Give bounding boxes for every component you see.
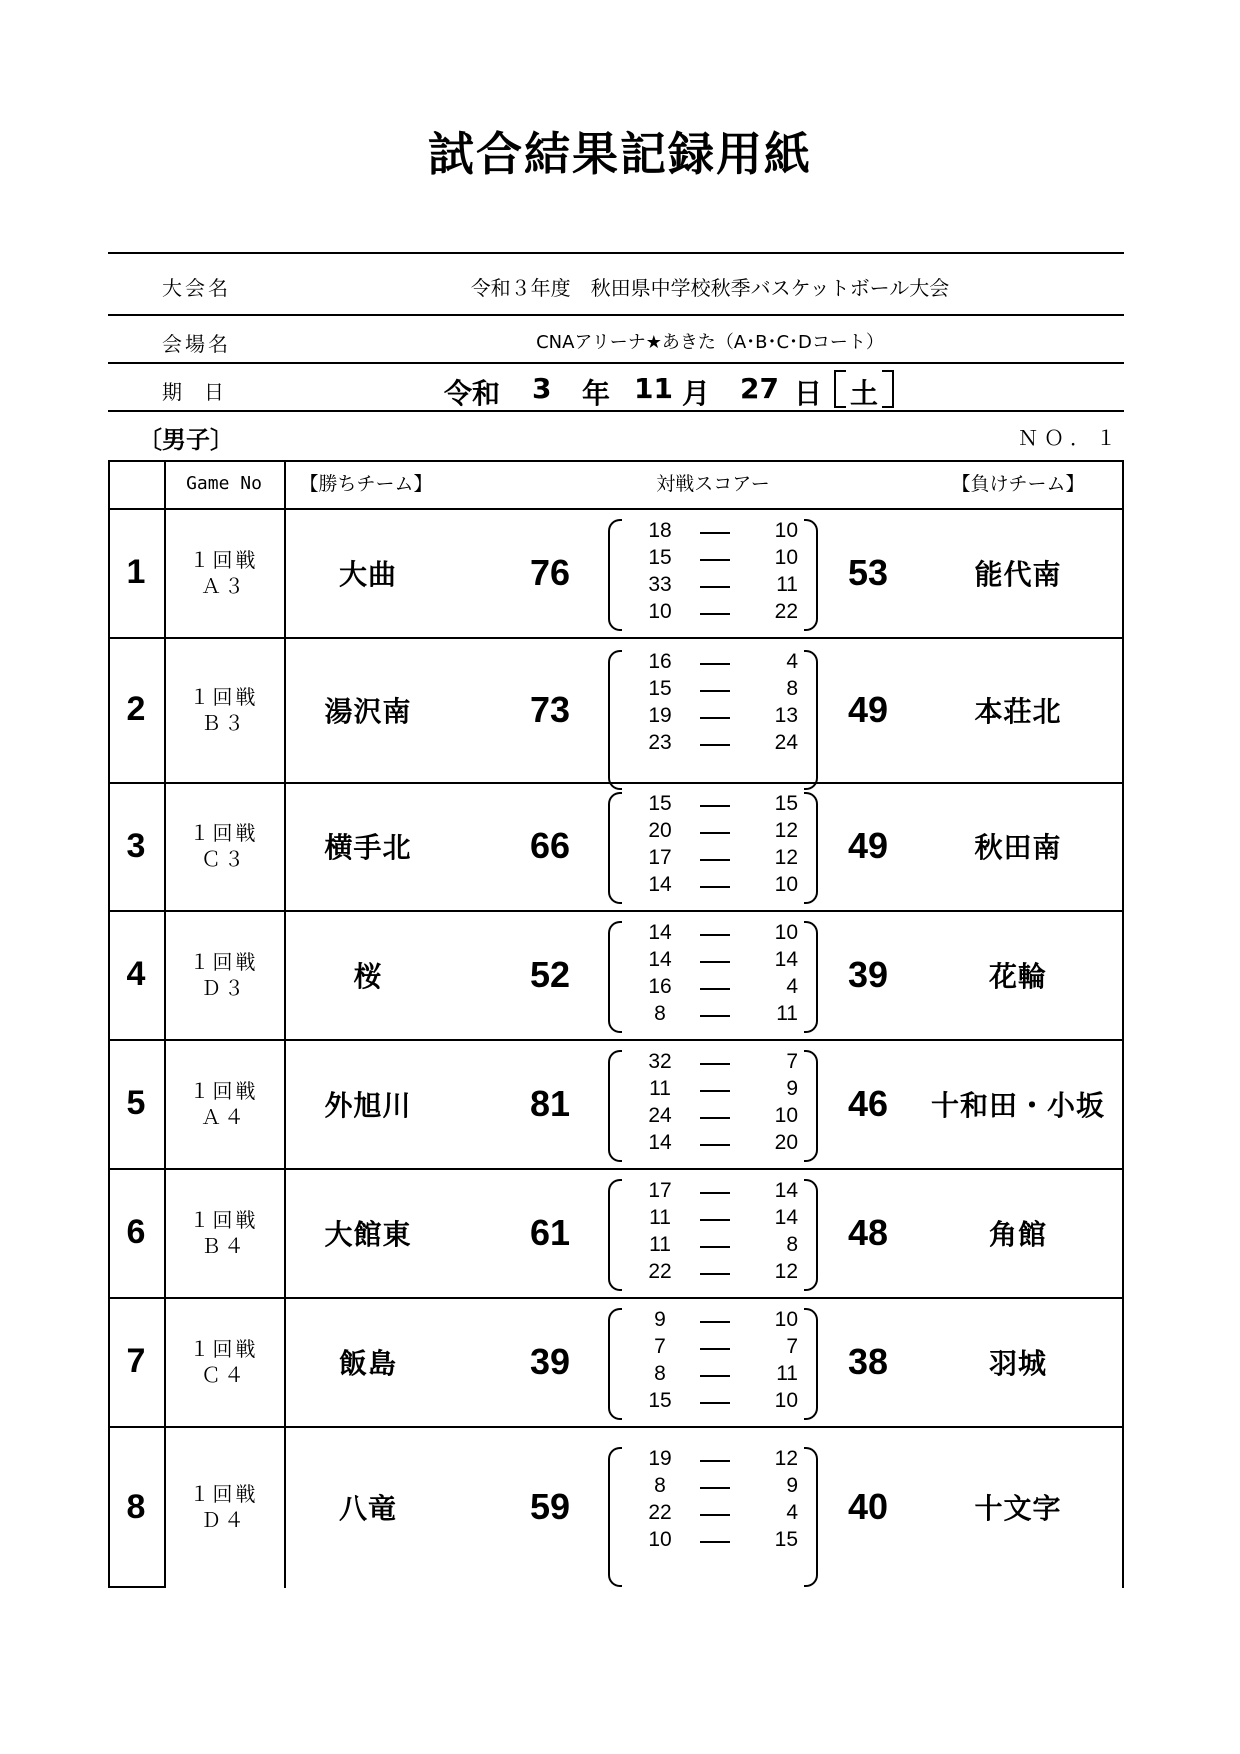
rule-line xyxy=(108,252,1124,254)
quarter-loser-points: 12 xyxy=(774,1447,798,1470)
game-round: １回戦 xyxy=(189,949,259,974)
quarter-line xyxy=(608,1077,818,1104)
quarter-line xyxy=(608,1474,818,1501)
quarter-line xyxy=(608,873,818,900)
quarter-winner-points: 23 xyxy=(648,731,672,754)
game-row xyxy=(108,1426,1124,1588)
quarter-line xyxy=(608,677,818,704)
quarter-winner-points: 14 xyxy=(648,948,672,971)
dash-separator xyxy=(700,988,730,990)
venue-label: 会場名 xyxy=(162,332,231,356)
quarter-line xyxy=(608,819,818,846)
quarter-loser-points: 4 xyxy=(786,975,798,998)
date-day-unit: 日 xyxy=(794,377,823,410)
dash-separator xyxy=(700,1117,730,1119)
quarter-line xyxy=(608,948,818,975)
quarter-line xyxy=(608,846,818,873)
dash-separator xyxy=(700,532,730,534)
quarter-winner-points: 14 xyxy=(648,921,672,944)
quarter-line xyxy=(608,1206,818,1233)
dash-separator xyxy=(700,613,730,615)
loser-team: 十和田・小坂 xyxy=(930,1088,1105,1122)
quarter-winner-points: 10 xyxy=(648,1528,672,1551)
quarter-winner-points: 19 xyxy=(648,704,672,727)
quarter-winner-points: 22 xyxy=(648,1501,672,1524)
game-row xyxy=(108,910,1124,1039)
quarter-line xyxy=(608,1260,818,1287)
quarter-winner-points: 9 xyxy=(654,1308,666,1331)
quarter-scores xyxy=(608,1179,818,1287)
dash-separator xyxy=(700,1273,730,1275)
quarter-line xyxy=(608,1104,818,1131)
quarter-loser-points: 9 xyxy=(786,1077,798,1100)
loser-team: 能代南 xyxy=(974,557,1062,591)
winner-score: 81 xyxy=(529,1082,571,1124)
quarter-winner-points: 32 xyxy=(648,1050,672,1073)
game-round: １回戦 xyxy=(189,684,259,709)
game-round: １回戦 xyxy=(189,1482,259,1506)
quarter-scores xyxy=(608,1050,818,1158)
game-number xyxy=(164,782,284,910)
quarter-scores xyxy=(608,792,818,900)
bracket-left xyxy=(834,370,846,408)
quarter-line xyxy=(608,1528,818,1555)
game-court: Ｂ３ xyxy=(201,710,247,735)
tournament-label: 大会名 xyxy=(162,276,231,300)
game-number xyxy=(164,637,284,782)
game-court: Ｄ４ xyxy=(201,1508,247,1532)
game-row xyxy=(108,1168,1124,1297)
winner-score: 73 xyxy=(529,688,571,730)
winner-team: 湯沢南 xyxy=(324,694,412,728)
row-number: 4 xyxy=(126,955,146,993)
game-court: Ａ３ xyxy=(201,573,247,598)
quarter-loser-points: 8 xyxy=(786,677,798,700)
quarter-scores xyxy=(608,1447,818,1583)
header-winner: 【勝ちチーム】 xyxy=(299,473,433,495)
date-day: 27 xyxy=(740,372,779,405)
winner-team: 桜 xyxy=(353,959,383,993)
winner-team: 八竜 xyxy=(338,1492,397,1525)
quarter-loser-points: 10 xyxy=(774,546,798,569)
row-number: 2 xyxy=(126,690,146,728)
quarter-line xyxy=(608,1131,818,1158)
quarter-line xyxy=(608,1233,818,1260)
tournament-name: 令和３年度 秋田県中学校秋季バスケットボール大会 xyxy=(470,276,950,300)
dash-separator xyxy=(700,886,730,888)
quarter-line xyxy=(608,792,818,819)
game-number xyxy=(164,1168,284,1297)
row-number: 1 xyxy=(126,553,146,591)
quarter-loser-points: 22 xyxy=(774,600,798,623)
loser-team: 角館 xyxy=(988,1217,1047,1251)
quarter-loser-points: 10 xyxy=(774,1104,798,1127)
table-top-border xyxy=(108,460,1124,462)
quarter-winner-points: 14 xyxy=(648,873,672,896)
winner-score: 61 xyxy=(529,1211,571,1253)
quarter-loser-points: 7 xyxy=(786,1335,798,1358)
dash-separator xyxy=(700,1090,730,1092)
dash-separator xyxy=(700,1246,730,1248)
quarter-winner-points: 22 xyxy=(648,1260,672,1283)
loser-score: 39 xyxy=(847,953,889,995)
quarter-loser-points: 12 xyxy=(774,846,798,869)
quarter-scores xyxy=(608,921,818,1029)
quarter-loser-points: 20 xyxy=(774,1131,798,1154)
loser-team: 花輪 xyxy=(988,959,1047,993)
date-year: 3 xyxy=(532,372,552,405)
quarter-winner-points: 7 xyxy=(654,1335,666,1358)
loser-score: 40 xyxy=(847,1486,889,1527)
quarter-winner-points: 8 xyxy=(654,1362,666,1385)
quarter-line xyxy=(608,731,818,758)
loser-team: 羽城 xyxy=(988,1346,1047,1380)
loser-team: 秋田南 xyxy=(974,831,1062,864)
dash-separator xyxy=(700,1144,730,1146)
loser-score: 48 xyxy=(847,1211,889,1253)
winner-score: 66 xyxy=(529,825,571,866)
quarter-scores xyxy=(608,519,818,627)
quarter-line xyxy=(608,650,818,677)
dash-separator xyxy=(700,805,730,807)
dash-separator xyxy=(700,1541,730,1543)
date-era: 令和 xyxy=(444,377,501,410)
game-round: １回戦 xyxy=(189,1207,259,1232)
quarter-line xyxy=(608,1050,818,1077)
dash-separator xyxy=(700,1063,730,1065)
quarter-winner-points: 10 xyxy=(648,600,672,623)
quarter-loser-points: 12 xyxy=(774,819,798,842)
game-court: Ａ４ xyxy=(201,1104,247,1129)
quarter-loser-points: 13 xyxy=(774,704,798,727)
dash-separator xyxy=(700,1402,730,1404)
quarter-winner-points: 11 xyxy=(649,1077,671,1100)
quarter-line xyxy=(608,975,818,1002)
dash-separator xyxy=(700,690,730,692)
quarter-winner-points: 17 xyxy=(648,1179,672,1202)
quarter-line xyxy=(608,1447,818,1474)
quarter-loser-points: 10 xyxy=(774,519,798,542)
quarter-line xyxy=(608,1362,818,1389)
game-round: １回戦 xyxy=(189,1078,259,1103)
quarter-line xyxy=(608,1179,818,1206)
quarter-winner-points: 17 xyxy=(648,846,672,869)
loser-score: 53 xyxy=(847,551,889,593)
quarter-line xyxy=(608,1335,818,1362)
quarter-loser-points: 4 xyxy=(786,650,798,673)
game-number xyxy=(164,1039,284,1168)
quarter-line xyxy=(608,704,818,731)
dash-separator xyxy=(700,1487,730,1489)
quarter-winner-points: 8 xyxy=(654,1002,666,1025)
game-number xyxy=(164,1426,284,1588)
winner-team: 飯島 xyxy=(338,1346,397,1380)
quarter-loser-points: 10 xyxy=(774,1308,798,1331)
game-number xyxy=(164,1297,284,1426)
quarter-loser-points: 7 xyxy=(786,1050,798,1073)
dash-separator xyxy=(700,961,730,963)
winner-team: 大曲 xyxy=(338,557,397,591)
quarter-line xyxy=(608,600,818,627)
row-number: 7 xyxy=(126,1342,146,1380)
dash-separator xyxy=(700,1514,730,1516)
header-scores: 対戦スコアー xyxy=(656,473,770,495)
quarter-winner-points: 19 xyxy=(648,1447,672,1470)
rule-line xyxy=(108,410,1124,412)
game-row xyxy=(108,508,1124,637)
quarter-scores xyxy=(608,1308,818,1416)
game-round: １回戦 xyxy=(189,1336,259,1361)
quarter-winner-points: 14 xyxy=(648,1131,672,1154)
quarter-winner-points: 11 xyxy=(649,1233,671,1256)
quarter-winner-points: 20 xyxy=(648,819,672,842)
quarter-loser-points: 15 xyxy=(774,1528,798,1551)
quarter-loser-points: 9 xyxy=(786,1474,798,1497)
game-row xyxy=(108,637,1124,782)
dash-separator xyxy=(700,586,730,588)
quarter-loser-points: 10 xyxy=(774,921,798,944)
game-row xyxy=(108,1039,1124,1168)
quarter-loser-points: 11 xyxy=(776,573,798,596)
game-number xyxy=(164,910,284,1039)
winner-team: 外旭川 xyxy=(324,1088,412,1122)
date-weekday: 土 xyxy=(850,377,879,410)
quarter-loser-points: 14 xyxy=(774,1179,798,1202)
date-value xyxy=(300,366,1120,412)
dash-separator xyxy=(700,1219,730,1221)
row-number: 5 xyxy=(126,1084,146,1122)
dash-separator xyxy=(700,1375,730,1377)
date-month-unit: 月 xyxy=(682,377,711,410)
quarter-winner-points: 11 xyxy=(649,1206,671,1229)
quarter-line xyxy=(608,1501,818,1528)
game-row xyxy=(108,1297,1124,1426)
quarter-loser-points: 4 xyxy=(786,1501,798,1524)
row-number: 6 xyxy=(126,1213,146,1251)
quarter-winner-points: 33 xyxy=(648,573,672,596)
loser-score: 46 xyxy=(847,1082,889,1124)
quarter-winner-points: 8 xyxy=(654,1474,666,1497)
quarter-loser-points: 14 xyxy=(774,1206,798,1229)
page-number: ＮＯ．１ xyxy=(1018,426,1122,450)
venue-name: CNAアリーナ★あきた（A･B･C･Dコート） xyxy=(536,332,884,353)
quarter-line xyxy=(608,1308,818,1335)
dash-separator xyxy=(700,717,730,719)
dash-separator xyxy=(700,1460,730,1462)
loser-team: 十文字 xyxy=(974,1492,1062,1525)
dash-separator xyxy=(700,832,730,834)
quarter-winner-points: 16 xyxy=(648,650,672,673)
quarter-loser-points: 8 xyxy=(786,1233,798,1256)
date-month: 11 xyxy=(634,372,673,405)
quarter-winner-points: 15 xyxy=(648,546,672,569)
results-table xyxy=(108,460,1124,1588)
quarter-winner-points: 15 xyxy=(648,792,672,815)
document-title: 試合結果記録用紙 xyxy=(428,127,812,181)
dash-separator xyxy=(700,1015,730,1017)
quarter-loser-points: 12 xyxy=(774,1260,798,1283)
dash-separator xyxy=(700,744,730,746)
game-number xyxy=(164,508,284,637)
header-game-no: Game No xyxy=(186,473,262,494)
quarter-winner-points: 16 xyxy=(648,975,672,998)
game-court: Ｂ４ xyxy=(201,1233,247,1258)
loser-score: 49 xyxy=(847,688,889,730)
winner-score: 76 xyxy=(529,551,571,593)
row-number: 8 xyxy=(126,1487,146,1526)
game-round: １回戦 xyxy=(189,547,259,572)
game-row xyxy=(108,782,1124,910)
quarter-line xyxy=(608,1002,818,1029)
quarter-line xyxy=(608,546,818,573)
section-label: 〔男子〕 xyxy=(138,426,234,454)
winner-score: 59 xyxy=(529,1486,571,1527)
dash-separator xyxy=(700,663,730,665)
header-loser: 【負けチーム】 xyxy=(951,473,1085,495)
winner-team: 大館東 xyxy=(324,1217,412,1251)
rule-line xyxy=(108,314,1124,316)
loser-score: 49 xyxy=(847,825,889,866)
loser-team: 本荘北 xyxy=(974,694,1062,728)
quarter-line xyxy=(608,573,818,600)
rule-line xyxy=(108,362,1124,364)
dash-separator xyxy=(700,559,730,561)
quarter-scores xyxy=(608,650,818,786)
quarter-loser-points: 10 xyxy=(774,873,798,896)
quarter-winner-points: 15 xyxy=(648,677,672,700)
quarter-line xyxy=(608,921,818,948)
game-court: Ｃ４ xyxy=(201,1362,247,1387)
quarter-winner-points: 18 xyxy=(648,519,672,542)
date-year-unit: 年 xyxy=(582,377,611,410)
date-label: 期 日 xyxy=(162,380,225,404)
quarter-loser-points: 11 xyxy=(776,1002,798,1025)
winner-score: 39 xyxy=(529,1340,571,1382)
dash-separator xyxy=(700,1192,730,1194)
quarter-loser-points: 14 xyxy=(774,948,798,971)
quarter-loser-points: 10 xyxy=(774,1389,798,1412)
quarter-line xyxy=(608,519,818,546)
quarter-loser-points: 15 xyxy=(774,792,798,815)
row-number: 3 xyxy=(126,826,146,865)
quarter-loser-points: 11 xyxy=(776,1362,798,1385)
dash-separator xyxy=(700,934,730,936)
winner-team: 横手北 xyxy=(324,831,412,864)
game-court: Ｃ３ xyxy=(201,847,247,871)
quarter-winner-points: 15 xyxy=(648,1389,672,1412)
quarter-winner-points: 24 xyxy=(648,1104,672,1127)
winner-score: 52 xyxy=(529,953,571,995)
loser-score: 38 xyxy=(847,1340,889,1382)
quarter-line xyxy=(608,1389,818,1416)
game-round: １回戦 xyxy=(189,821,259,845)
dash-separator xyxy=(700,859,730,861)
dash-separator xyxy=(700,1348,730,1350)
quarter-loser-points: 24 xyxy=(774,731,798,754)
game-court: Ｄ３ xyxy=(201,975,247,1000)
dash-separator xyxy=(700,1321,730,1323)
bracket-right xyxy=(882,370,894,408)
